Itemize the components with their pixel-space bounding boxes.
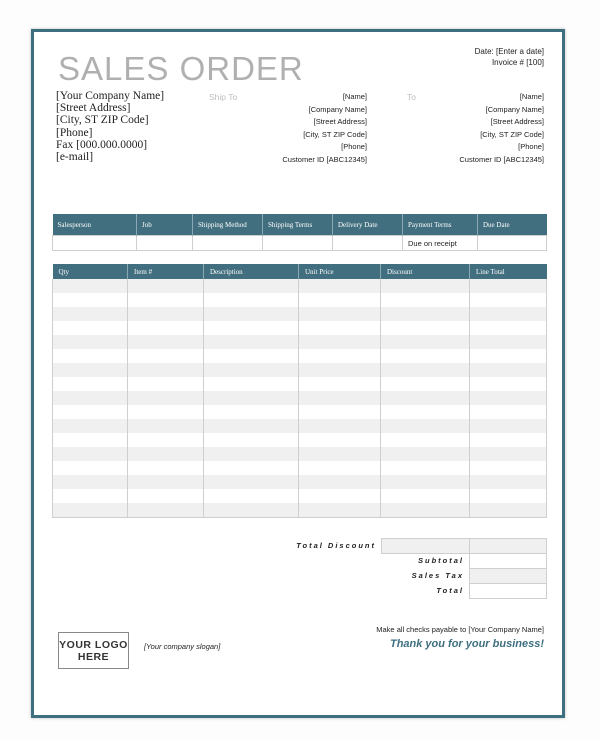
line-item-cell[interactable] (299, 321, 381, 335)
payable-note: Make all checks payable to [Your Company Name] (376, 625, 544, 634)
to-company[interactable]: [Company Name] (485, 104, 544, 114)
line-item-row (53, 475, 547, 489)
delivery-date-cell[interactable] (333, 236, 403, 251)
line-item-row (53, 335, 547, 349)
logo-line2: HERE (77, 650, 110, 663)
line-item-cell[interactable] (299, 503, 381, 518)
line-item-cell[interactable] (128, 349, 204, 363)
line-item-row (53, 279, 547, 293)
line-item-cell[interactable] (204, 349, 299, 363)
line-item-cell[interactable] (128, 405, 204, 419)
line-item-cell[interactable] (299, 349, 381, 363)
line-item-cell[interactable] (53, 335, 128, 349)
line-item-cell[interactable] (470, 335, 547, 349)
line-item-cell[interactable] (299, 489, 381, 503)
subtotal-label: Subtotal (418, 556, 464, 565)
line-item-cell[interactable] (299, 433, 381, 447)
line-item-cell[interactable] (128, 391, 204, 405)
line-item-cell[interactable] (470, 503, 547, 518)
company-phone[interactable]: [Phone] (56, 126, 93, 139)
to-city[interactable]: [City, ST ZIP Code] (480, 129, 544, 139)
line-item-row (53, 363, 547, 377)
line-item-cell[interactable] (128, 335, 204, 349)
line-item-cell[interactable] (128, 293, 204, 307)
line-item-cell[interactable] (204, 433, 299, 447)
line-item-cell[interactable] (299, 405, 381, 419)
line-item-cell[interactable] (470, 489, 547, 503)
line-item-cell[interactable] (299, 293, 381, 307)
header-job: Job (137, 214, 193, 236)
line-item-cell[interactable] (53, 419, 128, 433)
header-salesperson: Salesperson (53, 214, 137, 236)
line-item-row (53, 461, 547, 475)
line-item-cell[interactable] (53, 391, 128, 405)
line-item-cell[interactable] (381, 363, 470, 377)
company-address-block (56, 90, 164, 163)
to-name[interactable]: [Name] (519, 92, 544, 101)
line-item-row (53, 489, 547, 503)
line-item-cell[interactable] (53, 279, 128, 293)
ship-to-name[interactable]: [Name] (342, 92, 367, 101)
logo-placeholder[interactable] (58, 632, 129, 669)
header-discount: Discount (381, 264, 470, 279)
line-item-cell[interactable] (381, 489, 470, 503)
line-item-row (53, 405, 547, 419)
shipping-method-cell[interactable] (193, 236, 263, 251)
line-item-cell[interactable] (381, 377, 470, 391)
line-item-cell[interactable] (204, 405, 299, 419)
line-item-cell[interactable] (470, 279, 547, 293)
header-description: Description (204, 264, 299, 279)
line-item-cell[interactable] (470, 419, 547, 433)
line-item-cell[interactable] (470, 475, 547, 489)
payment-terms-cell[interactable]: Due on receipt (403, 236, 478, 251)
to-address (459, 91, 544, 167)
line-item-cell[interactable] (299, 279, 381, 293)
line-item-cell[interactable] (204, 363, 299, 377)
salesperson-table-header (53, 214, 547, 236)
line-item-cell[interactable] (53, 363, 128, 377)
line-item-cell[interactable] (204, 461, 299, 475)
total-discount-label: Total Discount (296, 541, 376, 550)
line-item-cell[interactable] (128, 489, 204, 503)
line-item-row (53, 447, 547, 461)
line-item-cell[interactable] (381, 335, 470, 349)
line-item-cell[interactable] (53, 447, 128, 461)
line-item-row (53, 307, 547, 321)
line-item-cell[interactable] (299, 363, 381, 377)
header-item-number: Item # (128, 264, 204, 279)
line-item-cell[interactable] (128, 377, 204, 391)
line-item-cell[interactable] (128, 503, 204, 518)
salesperson-cell[interactable] (53, 236, 137, 251)
line-item-cell[interactable] (381, 419, 470, 433)
line-item-cell[interactable] (381, 405, 470, 419)
line-item-cell[interactable] (381, 447, 470, 461)
subtotal-field[interactable] (469, 553, 547, 569)
line-item-cell[interactable] (381, 391, 470, 405)
thank-you-message: Thank you for your business! (389, 638, 544, 650)
total-field[interactable] (469, 583, 547, 599)
date-field[interactable]: Date: [Enter a date] (474, 47, 544, 56)
logo-line1: YOUR LOGO (59, 638, 128, 651)
line-item-cell[interactable] (470, 307, 547, 321)
document-title: SALES ORDER (58, 50, 304, 87)
line-item-cell[interactable] (204, 475, 299, 489)
line-item-cell[interactable] (299, 335, 381, 349)
line-item-row (53, 391, 547, 405)
total-discount-field[interactable] (381, 538, 470, 554)
header-payment-terms: Payment Terms (403, 214, 478, 236)
due-date-cell[interactable] (478, 236, 547, 251)
sales-tax-field[interactable] (469, 568, 547, 584)
line-item-row (53, 349, 547, 363)
line-item-cell[interactable] (53, 307, 128, 321)
line-item-cell[interactable] (128, 433, 204, 447)
line-item-cell[interactable] (470, 433, 547, 447)
line-item-row (53, 433, 547, 447)
company-fax[interactable]: Fax [000.000.0000] (56, 138, 148, 151)
line-item-cell[interactable] (381, 461, 470, 475)
sales-order-page (31, 29, 565, 718)
ship-to-label: Ship To (209, 92, 238, 102)
shipping-terms-cell[interactable] (263, 236, 333, 251)
line-item-cell[interactable] (381, 349, 470, 363)
line-item-cell[interactable] (128, 321, 204, 335)
line-item-cell[interactable] (470, 321, 547, 335)
line-item-cell[interactable] (299, 377, 381, 391)
line-item-cell[interactable] (53, 349, 128, 363)
line-item-cell[interactable] (128, 447, 204, 461)
line-item-cell[interactable] (470, 405, 547, 419)
line-item-cell[interactable] (381, 293, 470, 307)
line-item-cell[interactable] (204, 377, 299, 391)
line-item-row (53, 321, 547, 335)
company-city[interactable]: [City, ST ZIP Code] (56, 114, 149, 127)
ship-to-address (282, 91, 367, 167)
line-item-cell[interactable] (53, 377, 128, 391)
line-item-cell[interactable] (299, 391, 381, 405)
ship-to-street[interactable]: [Street Address] (313, 117, 367, 127)
line-item-cell[interactable] (470, 377, 547, 391)
line-item-cell[interactable] (53, 293, 128, 307)
total-label: Total (436, 586, 464, 595)
header-qty: Qty (53, 264, 128, 279)
line-item-cell[interactable] (204, 321, 299, 335)
line-items-header (53, 264, 547, 279)
line-item-cell[interactable] (470, 447, 547, 461)
line-item-cell[interactable] (128, 475, 204, 489)
line-item-row (53, 419, 547, 433)
ship-to-company[interactable]: [Company Name] (308, 104, 367, 114)
line-item-cell[interactable] (53, 475, 128, 489)
to-street[interactable]: [Street Address] (490, 117, 544, 127)
line-item-cell[interactable] (204, 489, 299, 503)
line-item-cell[interactable] (470, 349, 547, 363)
invoice-number-field[interactable]: Invoice # [100] (491, 58, 544, 67)
line-item-cell[interactable] (470, 391, 547, 405)
header-shipping-terms: Shipping Terms (263, 214, 333, 236)
line-item-cell[interactable] (204, 307, 299, 321)
sales-tax-label: Sales Tax (411, 571, 464, 580)
company-slogan[interactable]: [Your company slogan] (144, 642, 221, 651)
line-item-cell[interactable] (128, 279, 204, 293)
line-item-row (53, 503, 547, 518)
line-item-cell[interactable] (204, 293, 299, 307)
header-delivery-date: Delivery Date (333, 214, 403, 236)
header-line-total: Line Total (470, 264, 547, 279)
line-item-cell[interactable] (53, 321, 128, 335)
line-item-cell[interactable] (299, 419, 381, 433)
line-item-cell[interactable] (128, 419, 204, 433)
header-shipping-method: Shipping Method (193, 214, 263, 236)
to-customer-id[interactable]: Customer ID [ABC12345] (459, 154, 544, 164)
line-item-cell[interactable] (381, 433, 470, 447)
line-items-table (52, 264, 547, 518)
line-item-cell[interactable] (53, 461, 128, 475)
line-item-row (53, 293, 547, 307)
line-item-cell[interactable] (204, 419, 299, 433)
line-item-cell[interactable] (299, 461, 381, 475)
header-unit-price: Unit Price (299, 264, 381, 279)
line-item-cell[interactable] (204, 503, 299, 518)
company-street[interactable]: [Street Address] (56, 102, 131, 115)
line-item-cell[interactable] (381, 321, 470, 335)
line-item-cell[interactable] (204, 279, 299, 293)
line-item-cell[interactable] (128, 363, 204, 377)
company-email[interactable]: [e-mail] (56, 151, 94, 164)
header-due-date: Due Date (478, 214, 547, 236)
ship-to-customer-id[interactable]: Customer ID [ABC12345] (282, 154, 367, 164)
to-phone[interactable]: [Phone] (518, 142, 544, 152)
line-item-cell[interactable] (470, 293, 547, 307)
line-item-cell[interactable] (204, 447, 299, 461)
line-item-cell[interactable] (299, 447, 381, 461)
line-item-cell[interactable] (128, 461, 204, 475)
line-item-row (53, 377, 547, 391)
company-name[interactable]: [Your Company Name] (56, 90, 165, 102)
line-item-cell[interactable] (381, 475, 470, 489)
line-item-cell[interactable] (299, 475, 381, 489)
line-item-cell[interactable] (128, 307, 204, 321)
line-item-cell[interactable] (381, 307, 470, 321)
job-cell[interactable] (137, 236, 193, 251)
line-item-cell[interactable] (470, 363, 547, 377)
salesperson-table-row (53, 236, 547, 251)
line-item-cell[interactable] (204, 335, 299, 349)
total-discount-linetotal-field[interactable] (469, 538, 547, 554)
line-item-cell[interactable] (204, 391, 299, 405)
line-item-cell[interactable] (299, 307, 381, 321)
line-item-cell[interactable] (53, 489, 128, 503)
date-invoice-block (475, 46, 544, 68)
ship-to-phone[interactable]: [Phone] (341, 142, 367, 152)
line-item-cell[interactable] (470, 461, 547, 475)
line-item-cell[interactable] (381, 279, 470, 293)
line-item-cell[interactable] (381, 503, 470, 518)
line-item-cell[interactable] (53, 503, 128, 518)
to-label: To (407, 92, 416, 102)
salesperson-table (52, 214, 547, 251)
line-item-cell[interactable] (53, 433, 128, 447)
line-item-cell[interactable] (53, 405, 128, 419)
ship-to-city[interactable]: [City, ST ZIP Code] (303, 129, 367, 139)
